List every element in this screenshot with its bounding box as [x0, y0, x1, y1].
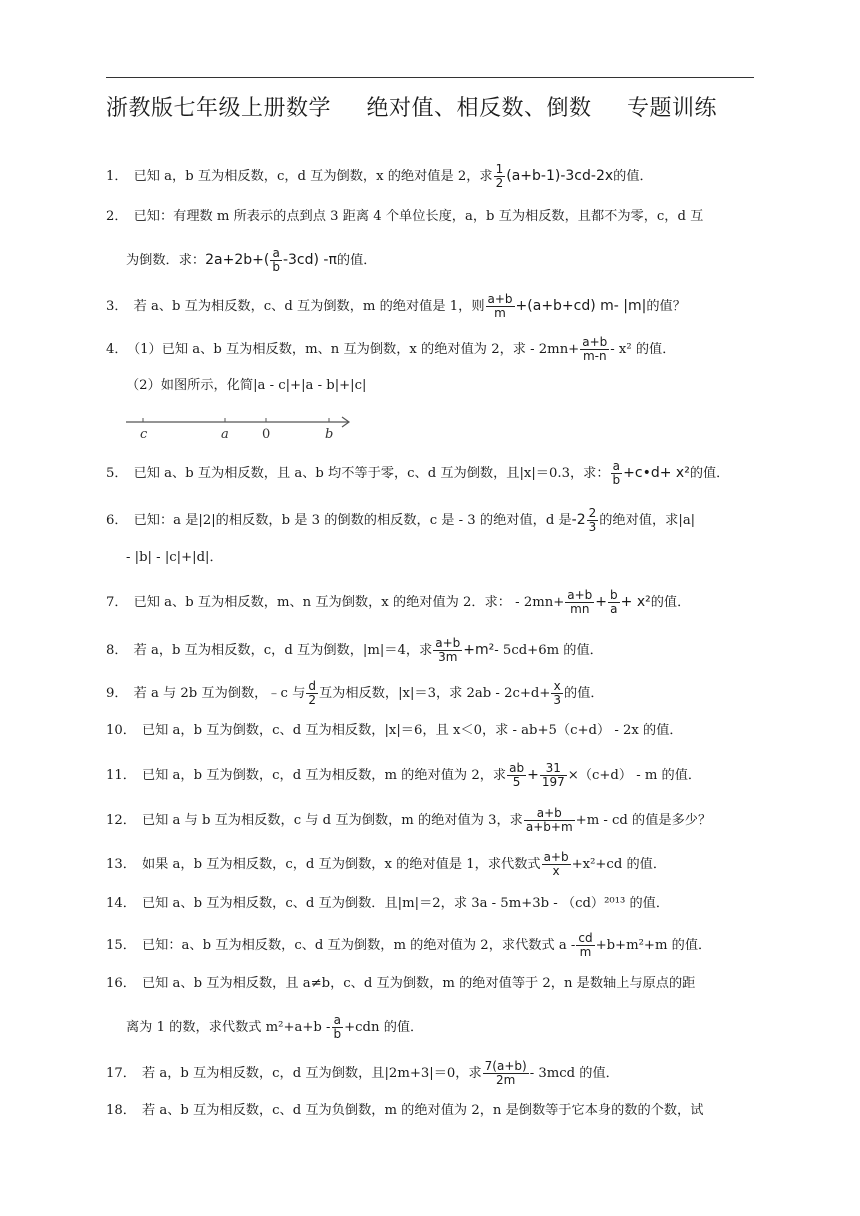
fraction: $\frac{cd}{m}$: [578, 931, 593, 959]
question-1: [106, 163, 653, 190]
fraction: $\frac{1}{2}$: [495, 162, 504, 190]
page-title: [106, 91, 745, 122]
question-10: 10． 已知 a，b 互为倒数，c、d 互为相反数，|x|＝6，且 x＜0，求 - ab+5（c+d） - 2x 的值．: [106, 723, 683, 738]
question-6-continued: - |b| - |c|+|d|．: [126, 550, 223, 565]
question-16: 16． 已知 a、b 互为相反数，且 a≠b，c、d 互为倒数，m 的绝对值等于 2，n 是数轴上与原点的距: [106, 976, 696, 991]
question-4: 4． （1）已知 a、b 互为相反数，m、n 互为倒数，x 的绝对值为 2，求 - 2mn+ $\frac{a+b}{m-n}$ - x² 的值．: [106, 335, 676, 363]
question-9: 9． 若 a 与 2b 互为倒数，﹣c 与 $\frac{d}{2}$ 互为相反数，|x|＝3，求 2ab - 2c+d+ $\frac{x}{3}$ 的值．: [106, 679, 604, 707]
fraction: $\frac{a}{b}$: [612, 459, 621, 487]
question-text: 已知：有理数 m 所表示的点到点 3 距离 4 个单位长度，a，b 互为相反数，且都不为零，c，d 互: [133, 209, 704, 224]
fraction: $\frac{b}{a}$: [610, 588, 618, 616]
question-2-continued: 为倒数．求：2a+2b+( $\frac{a}{b}$ -3cd) -π的值．: [126, 246, 377, 274]
question-7: 7． 已知 a、b 互为相反数，m、n 互为倒数，x 的绝对值为 2．求： - 2mn+ $\frac{a+b}{mn}$ + $\frac{b}{a}$ + x²的值．: [106, 588, 691, 616]
question-16-continued: 离为 1 的数，求代数式 m²+a+b - $\frac{a}{b}$ +cdn 的值．: [126, 1013, 424, 1041]
fraction: $\frac{2}{3}$: [588, 506, 597, 534]
title-part-2: 绝对值、相反数、倒数: [366, 96, 592, 121]
fraction: $\frac{a}{b}$: [333, 1013, 342, 1041]
fraction: $\frac{a+b}{x}$: [543, 850, 569, 878]
question-number: 1．: [106, 169, 128, 184]
question-text: 已知 a，b 互为相反数，c，d 互为倒数，x 的绝对值是 2，求: [133, 169, 493, 184]
question-6: 6． 已知：a 是|2|的相反数，b 是 3 的倒数的相反数，c 是 - 3 的绝对值，d 是-2 $\frac{2}{3}$ 的绝对值，求|a|: [106, 506, 696, 534]
question-number: 2．: [106, 209, 128, 224]
question-2: [106, 208, 703, 226]
question-12: 12． 已知 a 与 b 互为相反数，c 与 d 互为倒数，m 的绝对值为 3，求 $\frac{a+b}{a+b+m}$ +m - cd 的值是多少？: [106, 806, 712, 834]
question-11: 11． 已知 a，b 互为倒数，c，d 互为相反数，m 的绝对值为 2，求 $\frac{ab}{5}$ + $\frac{31}{197}$ ×（c+d） - m 的值．: [106, 761, 702, 789]
question-18: 18． 若 a、b 互为相反数，c、d 互为负倒数，m 的绝对值为 2，n 是倒数等于它本身的数的个数，试: [106, 1103, 704, 1118]
question-15: 15． 已知：a、b 互为相反数，c、d 互为倒数，m 的绝对值为 2，求代数式 a - $\frac{cd}{m}$ +b+m²+m 的值．: [106, 931, 712, 959]
question-5: 5． 已知 a、b 互为相反数，且 a、b 均不等于零，c、d 互为倒数，且|x|＝0.3，求： $\frac{a}{b}$ +c•d+ x²的值．: [106, 459, 730, 487]
fraction: $\frac{a+b}{3m}$: [435, 636, 461, 664]
title-part-3: 专题训练: [627, 96, 718, 121]
fraction: $\frac{7(a+b)}{2m}$: [484, 1059, 527, 1087]
question-4-part-2: （2）如图所示，化简|a - c|+|a - b|+|c|: [126, 378, 367, 393]
label-c: c: [140, 427, 148, 442]
question-8: 8． 若 a，b 互为相反数，c，d 互为倒数，|m|＝4，求 $\frac{a+b}{3m}$ +m²- 5cd+6m 的值．: [106, 636, 603, 664]
question-3: 3． 若 a、b 互为相反数，c、d 互为倒数，m 的绝对值是 1，则 $\frac{a+b}{m}$ +(a+b+cd) m- |m|的值？: [106, 292, 686, 320]
fraction: $\frac{a}{b}$: [272, 246, 280, 274]
label-b: b: [325, 427, 334, 442]
question-14: 14． 已知 a、b 互为相反数，c、d 互为倒数．且|m|＝2，求 3a - 5m+3b - （cd）²⁰¹³ 的值．: [106, 896, 670, 911]
fraction: $\frac{a+b}{m-n}$: [582, 335, 608, 363]
fraction: $\frac{x}{3}$: [553, 679, 562, 707]
header-rule: [106, 77, 754, 78]
fraction: $\frac{31}{197}$: [541, 761, 565, 789]
math-expression: (a+b-1)-3cd-2x: [506, 168, 614, 184]
question-17: 17． 若 a，b 互为相反数，c，d 互为倒数，且|2m+3|＝0，求 $\frac{7(a+b)}{2m}$ - 3mcd 的值．: [106, 1059, 619, 1087]
number-line-figure: [122, 408, 354, 444]
fraction: $\frac{a+b}{mn}$: [567, 588, 593, 616]
question-13: 13． 如果 a，b 互为相反数，c，d 互为倒数，x 的绝对值是 1，求代数式 $\frac{a+b}{x}$ +x²+cd 的值．: [106, 850, 667, 878]
fraction: $\frac{ab}{5}$: [509, 761, 525, 789]
question-tail: 的值．: [613, 169, 653, 184]
fraction: $\frac{a+b}{m}$: [487, 292, 513, 320]
label-a: a: [221, 427, 229, 442]
title-part-1: 浙教版七年级上册数学: [106, 96, 332, 121]
fraction: $\frac{a+b}{a+b+m}$: [525, 806, 573, 834]
label-0: 0: [262, 427, 271, 442]
fraction: $\frac{d}{2}$: [308, 679, 316, 707]
